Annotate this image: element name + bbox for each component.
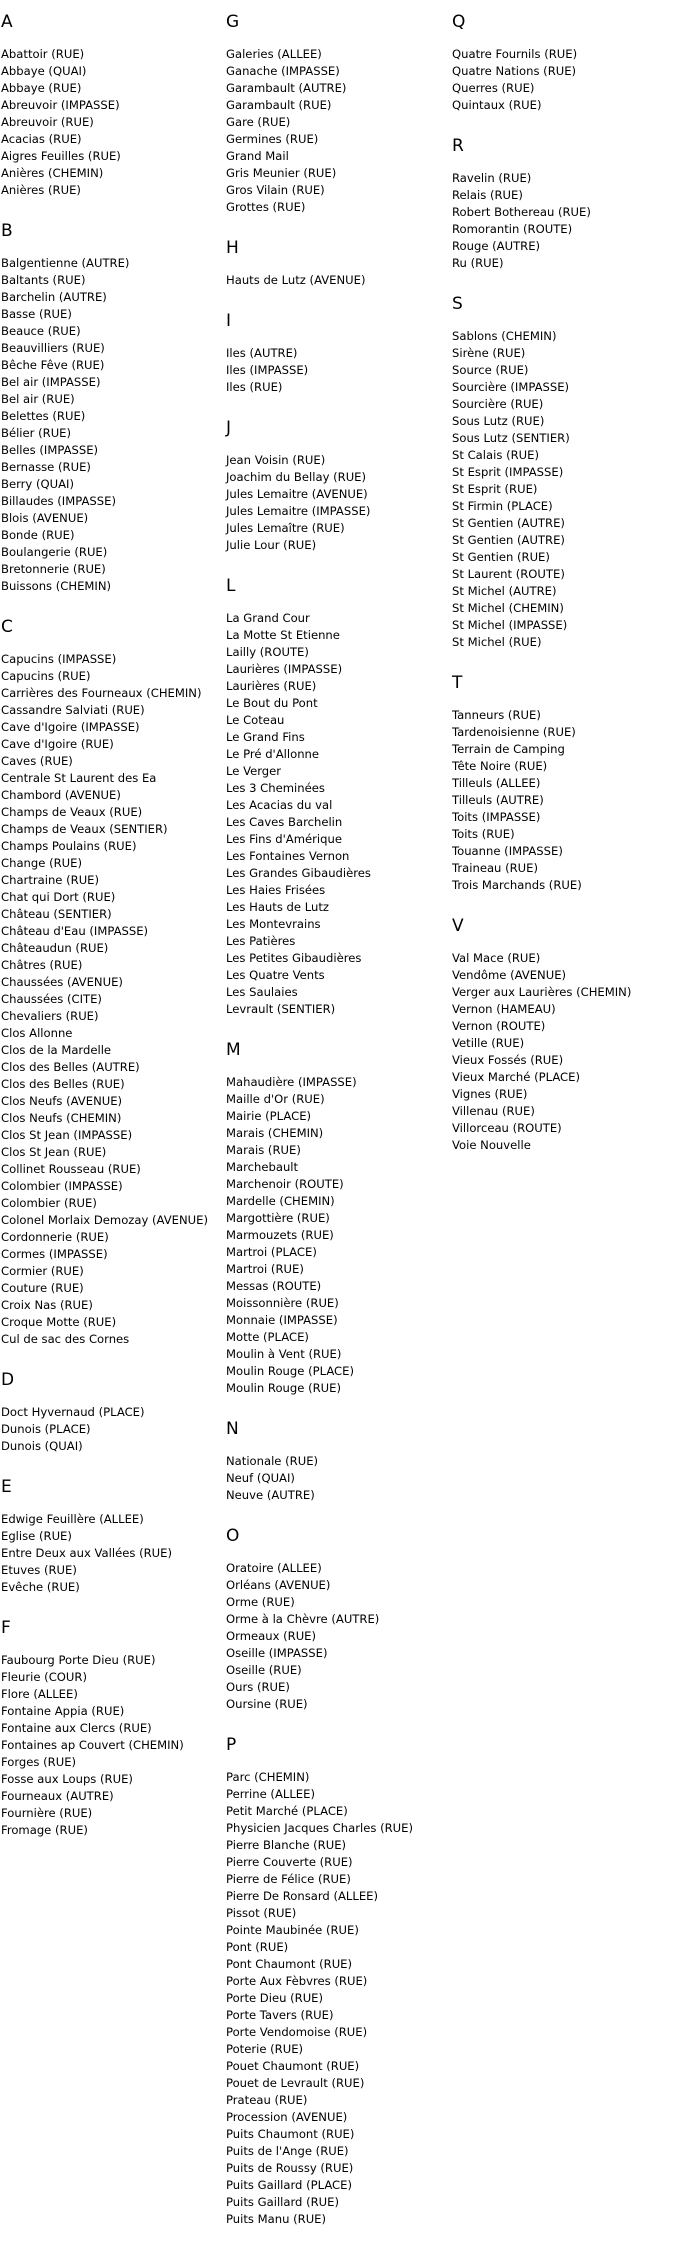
street-entry: Marchebault [226,1160,299,1174]
street-entry: Joachim du Bellay (RUE) [226,470,367,484]
street-entry: Evêche (RUE) [1,1580,80,1594]
street-entry: Les Acacias du val [226,798,333,812]
street-entry: Champs Poulains (RUE) [1,839,137,853]
street-entry: Tilleuls (ALLEE) [452,776,541,790]
letter-section [226,12,448,216]
street-entry: Acacias (RUE) [1,132,82,146]
street-entry: Iles (IMPASSE) [226,363,309,377]
street-entry: Clos St Jean (RUE) [1,1145,107,1159]
street-entry: Les 3 Cheminées [226,781,325,795]
section-letter-heading: R [452,136,464,156]
street-entry: Julie Lour (RUE) [226,538,317,552]
street-entry: Moulin Rouge (PLACE) [226,1364,354,1378]
street-entry: Le Coteau [226,713,285,727]
street-entry: La Motte St Etienne [226,628,340,642]
street-entry: Sirène (RUE) [452,346,526,360]
street-entry: Terrain de Camping [452,742,565,756]
letter-section [226,418,448,554]
street-entry: Romorantin (ROUTE) [452,222,573,236]
street-entry: Vieux Fossés (RUE) [452,1053,564,1067]
street-entry: Fleurie (COUR) [1,1670,87,1684]
street-entry: Levrault (SENTIER) [226,1002,336,1016]
street-entry: Collinet Rousseau (RUE) [1,1162,141,1176]
street-entry: Marais (RUE) [226,1143,301,1157]
street-entry: St Laurent (ROUTE) [452,567,565,581]
street-entry: Puits Gaillard (RUE) [226,2195,340,2209]
street-entry: Belettes (RUE) [1,409,86,423]
section-letter-heading: G [226,12,240,32]
section-letter-heading: A [1,12,13,32]
street-entry: Fosse aux Loups (RUE) [1,1772,133,1786]
street-entry: Laurières (IMPASSE) [226,662,343,676]
street-entry: Abreuvoir (IMPASSE) [1,98,120,112]
street-entry: Moulin à Vent (RUE) [226,1347,342,1361]
section-letter-heading: S [452,294,463,314]
street-entry: Fontaines ap Couvert (CHEMIN) [1,1738,184,1752]
street-entry: Le Bout du Pont [226,696,318,710]
street-entry: Croix Nas (RUE) [1,1298,93,1312]
street-entry: Champs de Veaux (SENTIER) [1,822,168,836]
letter-section [1,1477,221,1596]
section-letter-heading: Q [452,12,466,32]
street-entry: Grottes (RUE) [226,200,306,214]
street-entry: Gris Meunier (RUE) [226,166,337,180]
street-entry: Pouet de Levrault (RUE) [226,2076,365,2090]
street-entry: Champs de Veaux (RUE) [1,805,143,819]
street-entry: Grand Mail [226,149,289,163]
street-entry: Cave d'Igoire (IMPASSE) [1,720,140,734]
street-entry: Petit Marché (PLACE) [226,1804,348,1818]
street-entry: Moissonnière (RUE) [226,1296,339,1310]
street-entry: Vieux Marché (PLACE) [452,1070,580,1084]
street-entry: Chaussées (AVENUE) [1,975,123,989]
street-entry: Flore (ALLEE) [1,1687,78,1701]
section-letter-heading: J [226,418,232,438]
street-entry: Fromage (RUE) [1,1823,88,1837]
section-letter-heading: P [226,1735,237,1755]
street-entry: Porte Aux Fèbvres (RUE) [226,1974,368,1988]
street-entry: Orme (RUE) [226,1595,295,1609]
street-entry: Sablons (CHEMIN) [452,329,557,343]
street-entry: St Michel (AUTRE) [452,584,557,598]
street-entry: Marchenoir (ROUTE) [226,1177,344,1191]
street-entry: St Gentien (RUE) [452,550,550,564]
street-entry: St Gentien (AUTRE) [452,516,565,530]
street-entry: Motte (PLACE) [226,1330,309,1344]
street-entry: Vendôme (AVENUE) [452,968,567,982]
street-entry: Change (RUE) [1,856,82,870]
street-entry: Clos Neufs (CHEMIN) [1,1111,122,1125]
street-entry: Bel air (IMPASSE) [1,375,101,389]
street-entry: Vernon (ROUTE) [452,1019,546,1033]
street-entry: Ravelin (RUE) [452,171,532,185]
letter-section [1,1618,221,1839]
street-entry: Fontaine Appia (RUE) [1,1704,125,1718]
street-entry: Puits de l'Ange (RUE) [226,2144,349,2158]
street-entry: Cave d'Igoire (RUE) [1,737,114,751]
street-entry: Bel air (RUE) [1,392,75,406]
street-entry: Les Caves Barchelin [226,815,343,829]
street-entry: Anières (RUE) [1,183,81,197]
street-entry: Châteaudun (RUE) [1,941,109,955]
street-entry: Les Haies Frisées [226,883,326,897]
street-entry: Châtres (RUE) [1,958,83,972]
street-entry: St Calais (RUE) [452,448,539,462]
street-entry: Clos St Jean (IMPASSE) [1,1128,133,1142]
street-entry: Marmouzets (RUE) [226,1228,334,1242]
letter-section [1,12,221,199]
street-entry: Puits Manu (RUE) [226,2212,327,2226]
street-entry: Les Hauts de Lutz [226,900,329,914]
street-entry: Abbaye (QUAI) [1,64,87,78]
street-entry: Blois (AVENUE) [1,511,89,525]
street-entry: Touanne (IMPASSE) [452,844,563,858]
street-entry: Beauce (RUE) [1,324,81,338]
street-entry: La Grand Cour [226,611,310,625]
street-entry: Fournière (RUE) [1,1806,93,1820]
letter-section [226,1526,448,1713]
street-entry: Colonel Morlaix Demozay (AVENUE) [1,1213,209,1227]
street-entry: Cassandre Salviati (RUE) [1,703,145,717]
section-letter-heading: I [226,311,232,331]
letter-section [452,673,674,894]
street-entry: Le Pré d'Allonne [226,747,320,761]
street-entry: Clos des Belles (RUE) [1,1077,125,1091]
street-entry: Bélier (RUE) [1,426,72,440]
letter-section [226,311,448,396]
street-entry: Pouet Chaumont (RUE) [226,2059,360,2073]
street-entry: Source (RUE) [452,363,529,377]
street-entry: Physicien Jacques Charles (RUE) [226,1821,413,1835]
street-entry: Toits (RUE) [452,827,515,841]
street-entry: St Esprit (IMPASSE) [452,465,564,479]
street-entry: Val Mace (RUE) [452,951,541,965]
street-entry: Balgentienne (AUTRE) [1,256,130,270]
street-entry: Carrières des Fourneaux (CHEMIN) [1,686,202,700]
street-entry: Messas (ROUTE) [226,1279,322,1293]
street-entry: Chartraine (RUE) [1,873,100,887]
street-entry: Sourcière (RUE) [452,397,544,411]
street-entry: Tête Noire (RUE) [452,759,548,773]
street-entry: Iles (RUE) [226,380,283,394]
street-entry: Baltants (RUE) [1,273,86,287]
street-entry: Fontaine aux Clercs (RUE) [1,1721,152,1735]
street-entry: Puits de Roussy (RUE) [226,2161,354,2175]
street-entry: Chaussées (CITE) [1,992,102,1006]
street-entry: Orléans (AVENUE) [226,1578,331,1592]
street-entry: Pierre De Ronsard (ALLEE) [226,1889,379,1903]
street-entry: Porte Dieu (RUE) [226,1991,324,2005]
street-entry: St Michel (IMPASSE) [452,618,568,632]
street-entry: Rouge (AUTRE) [452,239,541,253]
section-letter-heading: E [1,1477,12,1497]
street-entry: Parc (CHEMIN) [226,1770,310,1784]
street-entry: Sourcière (IMPASSE) [452,380,570,394]
street-entry: Abreuvoir (RUE) [1,115,94,129]
letter-section [226,1040,448,1397]
street-entry: Fourneaux (AUTRE) [1,1789,114,1803]
street-entry: Martroi (RUE) [226,1262,304,1276]
street-entry: Beauvilliers (RUE) [1,341,105,355]
street-entry: Couture (RUE) [1,1281,84,1295]
street-entry: Aigres Feuilles (RUE) [1,149,121,163]
street-entry: Trois Marchands (RUE) [452,878,582,892]
section-letter-heading: V [452,916,464,936]
street-entry: Chevaliers (RUE) [1,1009,99,1023]
street-entry: Quintaux (RUE) [452,98,542,112]
street-entry: Quatre Fournils (RUE) [452,47,578,61]
street-entry: Voie Nouvelle [452,1138,531,1152]
letter-section [1,221,221,595]
street-entry: Gros Vilain (RUE) [226,183,325,197]
street-entry: Monnaie (IMPASSE) [226,1313,338,1327]
street-entry: Clos des Belles (AUTRE) [1,1060,140,1074]
street-entry: Les Quatre Vents [226,968,325,982]
street-entry: St Gentien (AUTRE) [452,533,565,547]
street-entry: Quatre Nations (RUE) [452,64,577,78]
street-entry: Puits Chaumont (RUE) [226,2127,355,2141]
street-entry: Neuf (QUAI) [226,1471,295,1485]
street-entry: Bonde (RUE) [1,528,75,542]
street-entry: Moulin Rouge (RUE) [226,1381,341,1395]
section-letter-heading: D [1,1370,15,1390]
street-entry: Laurières (RUE) [226,679,317,693]
street-entry: Doct Hyvernaud (PLACE) [1,1405,145,1419]
street-entry: Capucins (IMPASSE) [1,652,117,666]
street-entry: Abattoir (RUE) [1,47,85,61]
street-entry: Centrale St Laurent des Ea [1,771,157,785]
street-entry: Robert Bothereau (RUE) [452,205,591,219]
street-entry: Les Fontaines Vernon [226,849,350,863]
index-column-1 [1,12,221,1861]
street-entry: Vignes (RUE) [452,1087,528,1101]
street-entry: Jules Lemaitre (AVENUE) [226,487,368,501]
street-entry: St Firmin (PLACE) [452,499,553,513]
street-entry: Marais (CHEMIN) [226,1126,324,1140]
street-entry: Pont Chaumont (RUE) [226,1957,353,1971]
street-entry: Galeries (ALLEE) [226,47,322,61]
street-entry: Oursine (RUE) [226,1697,308,1711]
letter-section [452,916,674,1154]
street-entry: Barchelin (AUTRE) [1,290,107,304]
street-entry: Lailly (ROUTE) [226,645,309,659]
street-entry: Pissot (RUE) [226,1906,297,1920]
street-entry: Pointe Maubinée (RUE) [226,1923,359,1937]
street-entry: Château d'Eau (IMPASSE) [1,924,149,938]
street-entry: Villorceau (ROUTE) [452,1121,562,1135]
street-entry: Etuves (RUE) [1,1563,77,1577]
section-letter-heading: C [1,617,13,637]
street-entry: Perrine (ALLEE) [226,1787,315,1801]
street-entry: Garambault (RUE) [226,98,332,112]
street-entry: Les Montevrains [226,917,321,931]
street-entry: Prateau (RUE) [226,2093,308,2107]
section-letter-heading: T [452,673,463,693]
street-entry: Le Grand Fins [226,730,305,744]
street-entry: Vernon (HAMEAU) [452,1002,556,1016]
street-entry: Billaudes (IMPASSE) [1,494,116,508]
street-entry: Tardenoisienne (RUE) [452,725,576,739]
street-entry: Cordonnerie (RUE) [1,1230,109,1244]
street-entry: St Michel (CHEMIN) [452,601,564,615]
street-entry: Traineau (RUE) [452,861,539,875]
street-entry: Tilleuls (AUTRE) [452,793,544,807]
street-entry: Sous Lutz (RUE) [452,414,545,428]
street-entry: Anières (CHEMIN) [1,166,104,180]
street-entry: Oseille (IMPASSE) [226,1646,328,1660]
street-entry: Le Verger [226,764,282,778]
street-entry: Les Petites Gibaudières [226,951,362,965]
street-entry: Faubourg Porte Dieu (RUE) [1,1653,156,1667]
section-letter-heading: N [226,1419,239,1439]
section-letter-heading: M [226,1040,241,1060]
street-entry: Pierre Couverte (RUE) [226,1855,353,1869]
street-entry: Verger aux Laurières (CHEMIN) [452,985,632,999]
street-entry: Vetille (RUE) [452,1036,525,1050]
letter-section [1,617,221,1348]
letter-section [452,136,674,272]
street-entry: Garambault (AUTRE) [226,81,347,95]
street-entry: Margottière (RUE) [226,1211,330,1225]
street-entry: Croque Motte (RUE) [1,1315,117,1329]
street-entry: Neuve (AUTRE) [226,1488,315,1502]
street-entry: Clos de la Mardelle [1,1043,112,1057]
street-entry: Tanneurs (RUE) [452,708,541,722]
street-entry: Pierre Blanche (RUE) [226,1838,347,1852]
street-entry: Colombier (IMPASSE) [1,1179,123,1193]
letter-section [226,576,448,1018]
street-entry: Sous Lutz (SENTIER) [452,431,570,445]
street-entry: Ganache (IMPASSE) [226,64,340,78]
street-entry: Bêche Fêve (RUE) [1,358,105,372]
street-entry: Cul de sac des Cornes [1,1332,130,1346]
street-entry: Caves (RUE) [1,754,73,768]
street-entry: Germines (RUE) [226,132,319,146]
street-entry: Oseille (RUE) [226,1663,302,1677]
section-letter-heading: L [226,576,236,596]
street-entry: Poterie (RUE) [226,2042,304,2056]
street-entry: Entre Deux aux Vallées (RUE) [1,1546,172,1560]
street-entry: Cormier (RUE) [1,1264,84,1278]
street-entry: Abbaye (RUE) [1,81,82,95]
street-entry: Oratoire (ALLEE) [226,1561,322,1575]
street-entry: Porte Vendomoise (RUE) [226,2025,368,2039]
section-letter-heading: H [226,238,239,258]
street-entry: Gare (RUE) [226,115,291,129]
street-entry: St Esprit (RUE) [452,482,538,496]
street-entry: Mairie (PLACE) [226,1109,312,1123]
street-entry: Pont (RUE) [226,1940,289,1954]
letter-section [1,1370,221,1455]
street-entry: Château (SENTIER) [1,907,112,921]
section-letter-heading: O [226,1526,240,1546]
letter-section [226,1735,448,2228]
street-entry: Eglise (RUE) [1,1529,72,1543]
street-entry: Jules Lemaître (RUE) [226,521,345,535]
street-entry: Maille d'Or (RUE) [226,1092,325,1106]
street-entry: Mahaudière (IMPASSE) [226,1075,357,1089]
street-entry: Les Patières [226,934,296,948]
street-entry: Belles (IMPASSE) [1,443,99,457]
street-entry: Jules Lemaitre (IMPASSE) [226,504,371,518]
letter-section [452,12,674,114]
street-entry: Jean Voisin (RUE) [226,453,326,467]
letter-section [226,1419,448,1504]
street-entry: Ormeaux (RUE) [226,1629,317,1643]
street-entry: Basse (RUE) [1,307,72,321]
letter-section [226,238,448,289]
street-entry: Orme à la Chèvre (AUTRE) [226,1612,380,1626]
street-entry: Les Saulaies [226,985,298,999]
section-letter-heading: F [1,1618,11,1638]
index-column-3 [452,12,674,1176]
street-entry: Porte Tavers (RUE) [226,2008,334,2022]
street-entry: Chat qui Dort (RUE) [1,890,116,904]
street-entry: Procession (AVENUE) [226,2110,348,2124]
street-entry: Edwige Feuillère (ALLEE) [1,1512,144,1526]
street-entry: Cormes (IMPASSE) [1,1247,108,1261]
street-entry: Dunois (QUAI) [1,1439,83,1453]
street-entry: Ours (RUE) [226,1680,290,1694]
street-entry: Ru (RUE) [452,256,504,270]
street-entry: Iles (AUTRE) [226,346,298,360]
street-entry: Les Fins d'Amérique [226,832,342,846]
street-entry: Bretonnerie (RUE) [1,562,106,576]
street-entry: St Michel (RUE) [452,635,542,649]
index-column-2 [226,12,448,2250]
street-entry: Dunois (PLACE) [1,1422,91,1436]
street-entry: Berry (QUAI) [1,477,74,491]
street-entry: Relais (RUE) [452,188,523,202]
street-entry: Puits Gaillard (PLACE) [226,2178,353,2192]
street-entry: Villenau (RUE) [452,1104,535,1118]
street-entry: Toits (IMPASSE) [452,810,541,824]
street-entry: Hauts de Lutz (AVENUE) [226,273,366,287]
street-entry: Mardelle (CHEMIN) [226,1194,335,1208]
section-letter-heading: B [1,221,13,241]
street-entry: Chambord (AVENUE) [1,788,121,802]
letter-section [452,294,674,651]
street-entry: Bernasse (RUE) [1,460,91,474]
street-entry: Clos Allonne [1,1026,73,1040]
street-entry: Boulangerie (RUE) [1,545,108,559]
street-entry: Pierre de Félice (RUE) [226,1872,351,1886]
street-entry: Capucins (RUE) [1,669,91,683]
street-entry: Nationale (RUE) [226,1454,319,1468]
street-entry: Querres (RUE) [452,81,535,95]
street-entry: Clos Neufs (AVENUE) [1,1094,123,1108]
street-entry: Forges (RUE) [1,1755,77,1769]
street-entry: Buissons (CHEMIN) [1,579,112,593]
street-entry: Les Grandes Gibaudières [226,866,371,880]
street-entry: Martroi (PLACE) [226,1245,317,1259]
street-entry: Colombier (RUE) [1,1196,97,1210]
